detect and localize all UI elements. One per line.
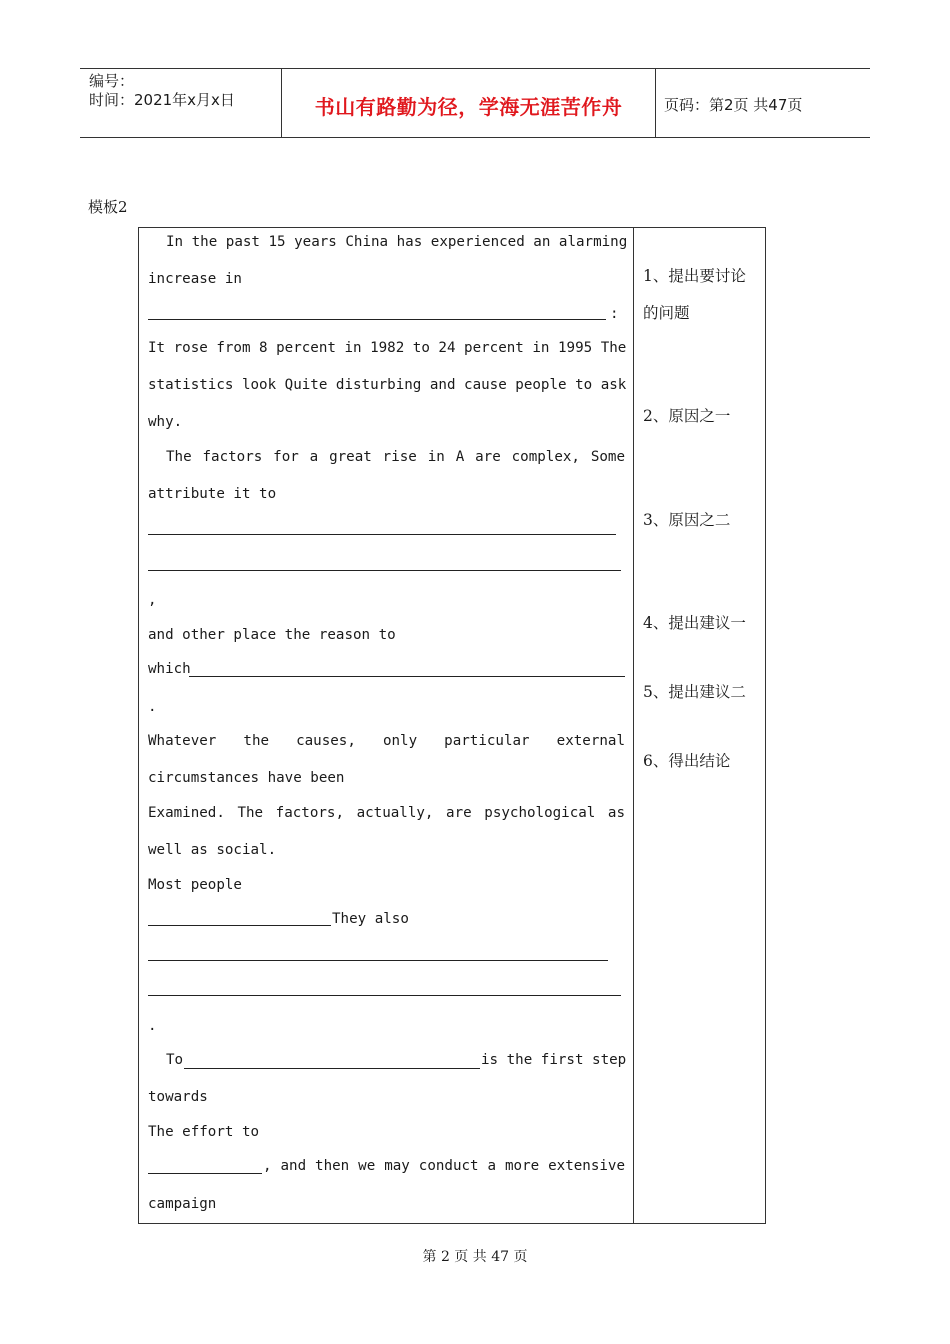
essay-line-5: statistics look Quite disturbing and cause people to ask [148, 377, 627, 393]
number-label: 编号： [89, 72, 135, 90]
essay-line-10: and other place the reason to [148, 627, 396, 643]
blank-line [148, 319, 606, 320]
header-page-cell [655, 69, 870, 137]
essay-line-11: which [148, 661, 191, 677]
blank-line [148, 995, 621, 996]
essay-line-13: Whatever the causes, only particular external [148, 733, 625, 749]
note-2: 2、原因之一 [643, 407, 731, 425]
blank-line [148, 570, 621, 571]
note-1-cont: 的问题 [643, 304, 690, 322]
blank-line [148, 960, 608, 961]
essay-line-2: increase in [148, 271, 242, 287]
template-table [138, 227, 766, 1224]
motto: 书山有路勤为径，学海无涯苦作舟 [314, 95, 623, 119]
essay-line-3-colon: : [610, 306, 619, 322]
blank-line [189, 676, 625, 677]
note-3: 3、原因之二 [643, 511, 731, 529]
time-label: 时间：2021年x月x日 [89, 91, 235, 109]
note-6: 6、得出结论 [643, 752, 731, 770]
essay-line-7: The factors for a great rise in A are complex, Some [166, 449, 625, 465]
blank-line [148, 534, 616, 535]
essay-line-21: towards [148, 1089, 208, 1105]
essay-line-20-start: To [166, 1052, 184, 1068]
note-4: 4、提出建议一 [643, 614, 746, 632]
essay-line-17: Most people [148, 877, 242, 893]
essay-line-12: . [148, 699, 157, 715]
blank-line [184, 1068, 480, 1069]
header-meta-cell [80, 69, 281, 137]
page-footer: 第 2 页 共 47 页 [422, 1249, 528, 1265]
essay-line-6: why. [148, 414, 183, 430]
essay-line-14: circumstances have been [148, 770, 345, 786]
document-header [80, 68, 870, 138]
page-info: 页码：第2页 共47页 [664, 96, 803, 114]
essay-line-16: well as social. [148, 842, 277, 858]
note-5: 5、提出建议二 [643, 683, 746, 701]
essay-line-1: In the past 15 years China has experienced an alarming [166, 234, 628, 250]
note-1: 1、提出要讨论 [643, 267, 746, 285]
essay-line-20-end: is the first step [481, 1052, 627, 1068]
essay-line-4: It rose from 8 percent in 1982 to 24 percent in 1995 The [148, 340, 627, 356]
essay-line-19: . [148, 1018, 157, 1034]
essay-line-9: , [148, 592, 157, 608]
essay-line-15: Examined. The factors, actually, are psychological as [148, 805, 625, 821]
blank-line [148, 1173, 262, 1174]
essay-line-23: , and then we may conduct a more extensive [263, 1158, 625, 1174]
column-divider [633, 228, 634, 1223]
essay-line-24: campaign [148, 1196, 217, 1212]
header-motto-cell [281, 69, 656, 137]
template-label: 模板2 [88, 198, 128, 216]
essay-line-18: They also [332, 911, 409, 927]
essay-line-8: attribute it to [148, 486, 277, 502]
blank-line [148, 925, 331, 926]
essay-line-22: The effort to [148, 1124, 260, 1140]
